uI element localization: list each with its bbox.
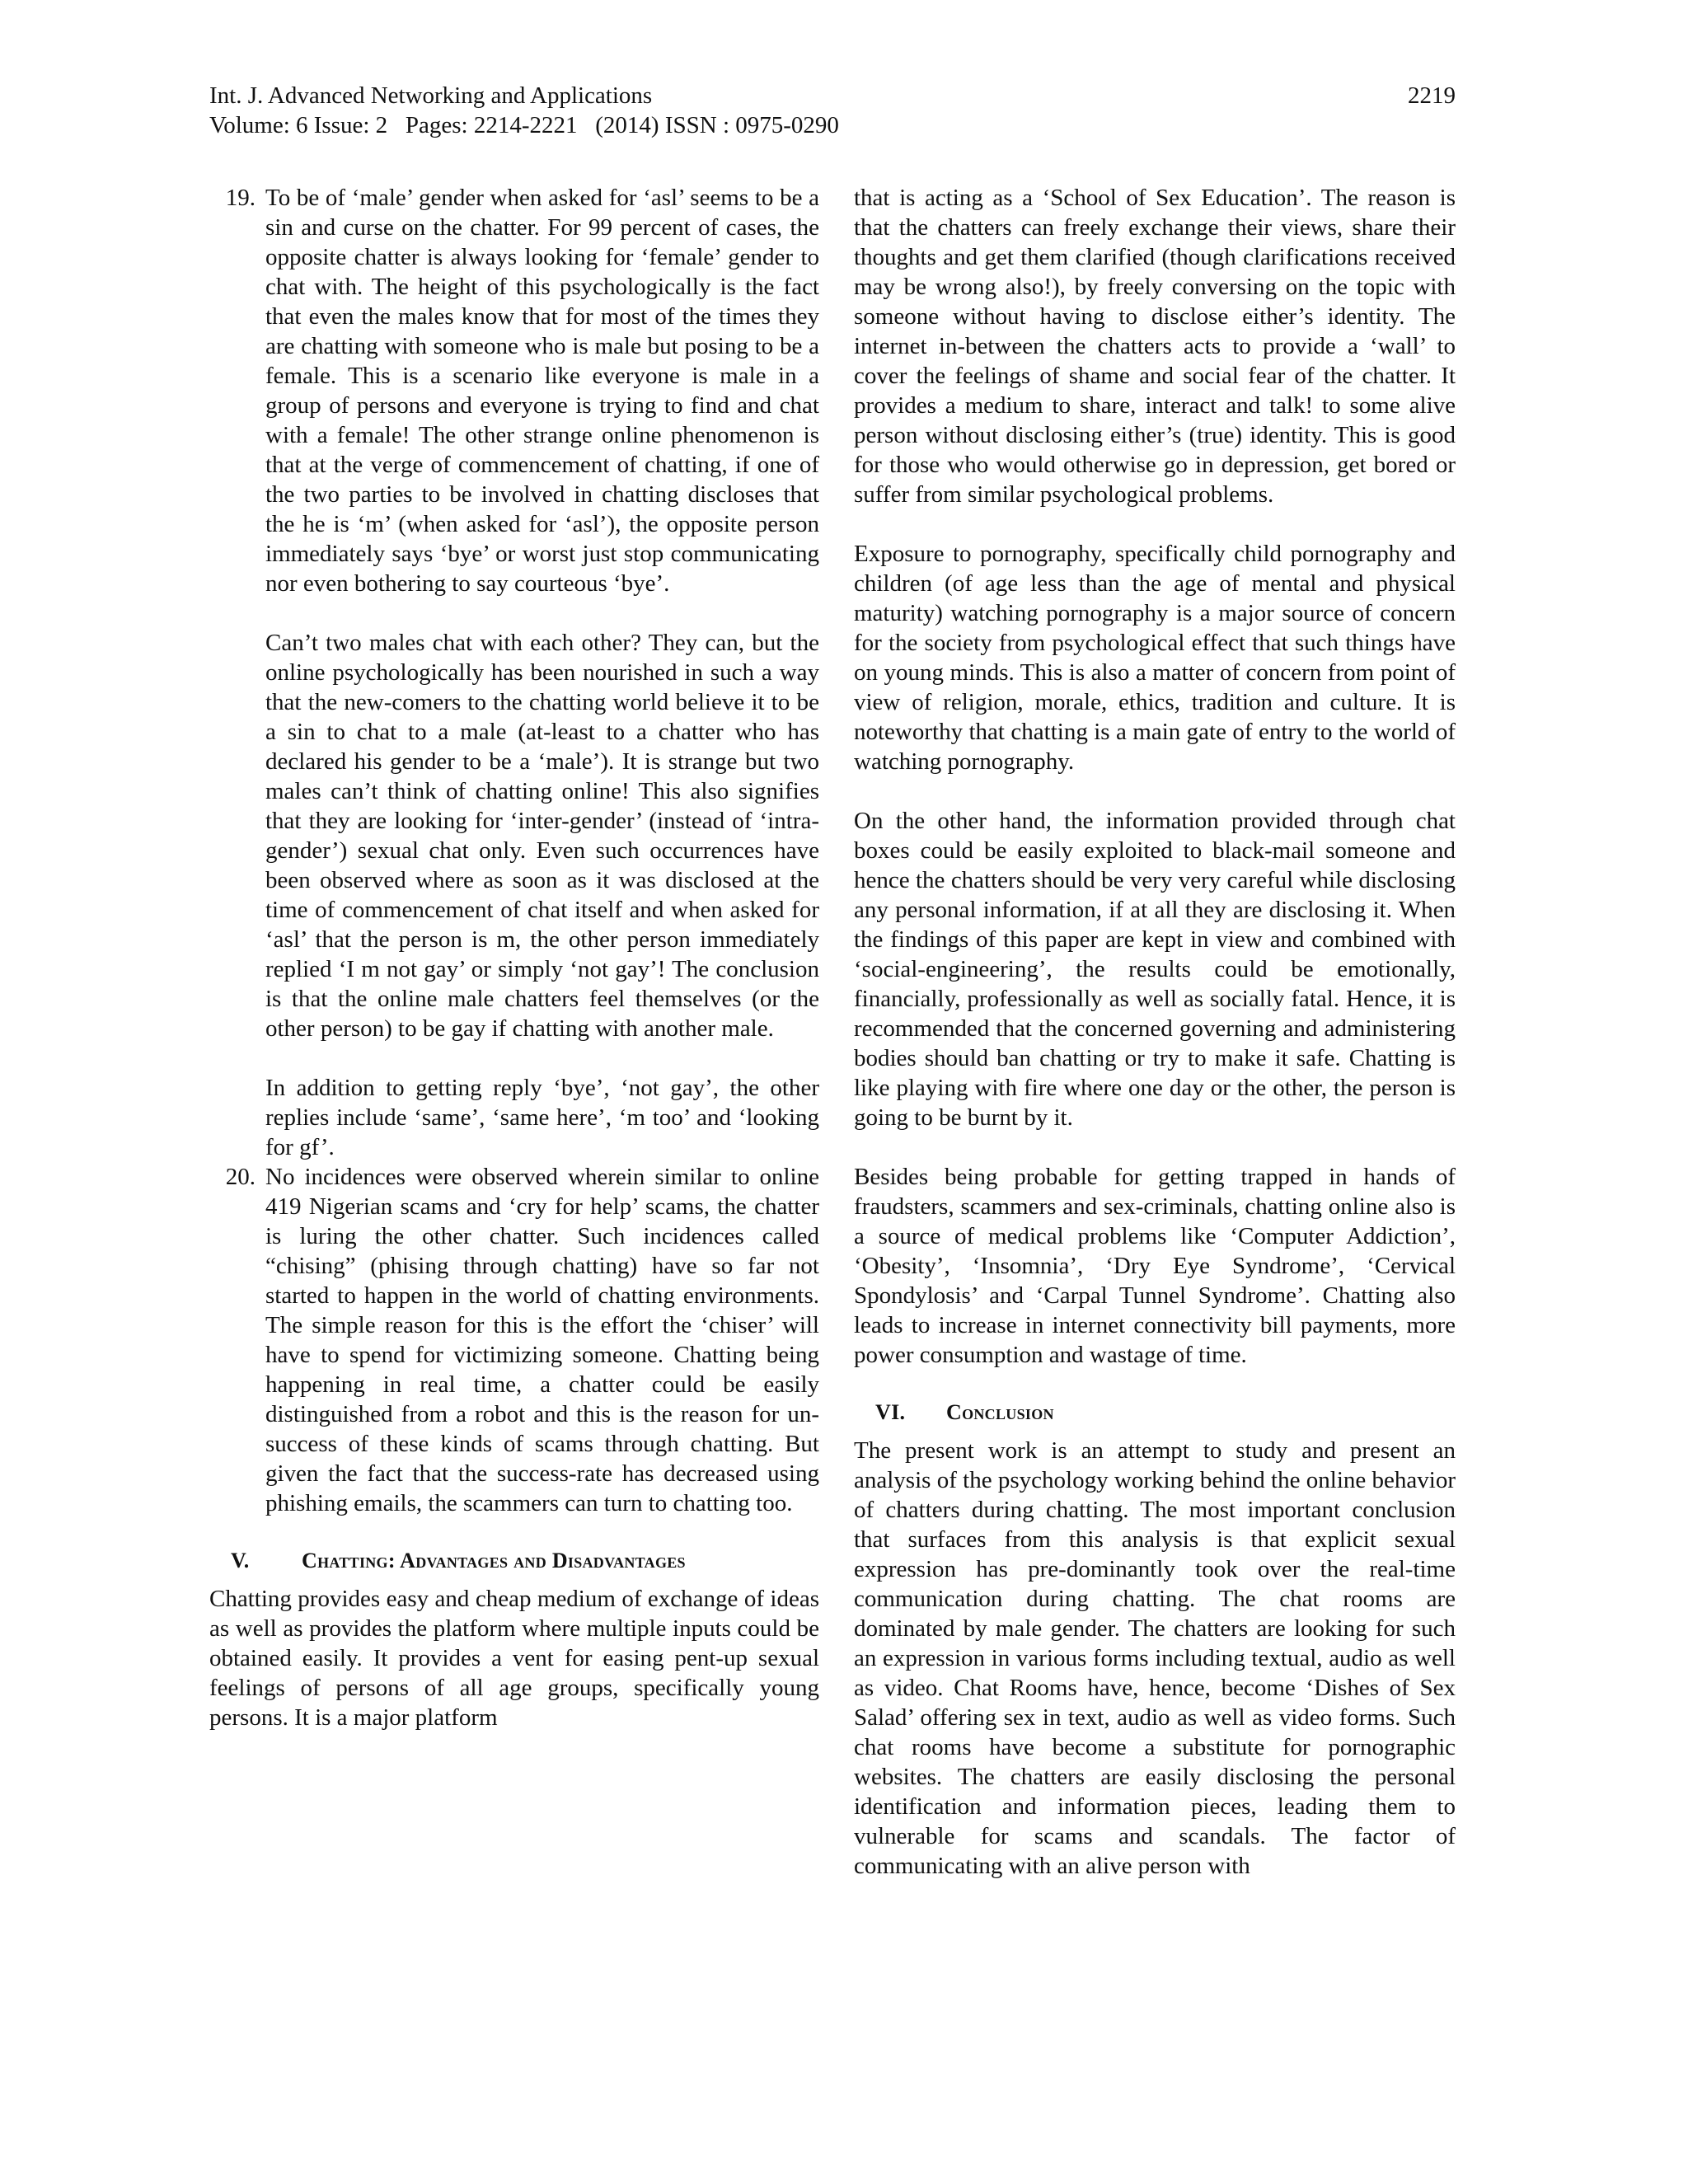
- paragraph: To be of ‘male’ gender when asked for ‘asl’ seems to be a sin and curse on the chatter. For 99 percent of cases, the opposite chatter is always looking for ‘female’ gender to chat with. The height of this psychologically is the fact that even the males know that for most of the times they are chatting with someone who is male but posing to be a female. This is a scenario like everyone is male in a group of persons and everyone is trying to find and chat with a female! The other strange online phenomenon is that at the verge of commencement of chatting, if one of the two parties to be involved in chatting discloses that the he is ‘m’ (when asked for ‘asl’), the opposite person immediately says ‘bye’ or worst just stop communicating nor even bothering to say courteous ‘bye’.: [265, 185, 819, 597]
- section-title: Conclusion: [946, 1400, 1054, 1424]
- paragraph: Can’t two males chat with each other? They can, but the online psychologically has been nourished in such a way that the new-comers to the chatting world believe it to be a sin to chat to a male (at-least to a chatter who has declared his gender to be a ‘male’). It is strange but two males can’t think of chatting online! This also signifies that they are looking for ‘inter-gender’ (instead of ‘intra-gender’) sexual chat only. Even such occurrences have been observed where as soon as it was disclosed at the time of commencement of chat itself and when asked for ‘asl’ that the person is m, the other person immediately replied ‘I m not gay’ or simply ‘not gay’! The conclusion is that the online male chatters feel themselves (or the other person) to be gay if chatting with another male.: [265, 630, 819, 1042]
- section-title: Chatting: Advantages and Disadvantages: [302, 1549, 686, 1572]
- section-number: VI.: [875, 1400, 906, 1424]
- paragraph: Chatting provides easy and cheap medium of exchange of ideas as well as provides the platform where multiple inputs could be obtained easily. It provides a vent for easing pent-up sexual feelings of persons of all age groups, specifically young persons. It is a major platform: [209, 1586, 819, 1731]
- header-line-2: [209, 110, 1456, 140]
- left-column: [209, 183, 819, 1732]
- page-number: 2219: [1408, 82, 1456, 109]
- header-line-1: [209, 81, 1456, 110]
- item-number: 19.: [225, 185, 256, 211]
- item-number: 20.: [225, 1164, 256, 1190]
- item-body: [265, 1162, 819, 1518]
- paragraph: that is acting as a ‘School of Sex Education’. The reason is that the chatters can freely exchange their views, share their thoughts and get them clarified (though clarifications received may be wrong also!), by freely conversing on the topic with someone without having to disclose either’s identity. The internet in-between the chatters acts to provide a ‘wall’ to cover the feelings of shame and social fear of the chatter. It provides a medium to share, interact and talk! to some alive person without disclosing either’s (true) identity. This is good for those who would otherwise go in depression, get bored or suffer from similar psychological problems.: [854, 185, 1456, 508]
- right-column: [854, 183, 1456, 1881]
- volume-info: Volume: 6 Issue: 2 Pages: 2214-2221 (2014) ISSN : 0975-0290: [209, 112, 839, 138]
- list-item-19: [209, 183, 819, 1162]
- journal-title: Int. J. Advanced Networking and Applications: [209, 82, 653, 109]
- paragraph: On the other hand, the information provided through chat boxes could be easily exploited to black-mail someone and hence the chatters should be very very careful while disclosing any personal information, if at all they are disclosing it. When the findings of this paper are kept in view and combined with ‘social-engineering’, the results could be emotionally, financially, professionally as well as socially fatal. Hence, it is recommended that the concerned governing and administering bodies should ban chatting or try to make it safe. Chatting is like playing with fire where one day or the other, the person is going to be burnt by it.: [854, 808, 1456, 1131]
- list-item-20: [209, 1162, 819, 1518]
- paragraph: Exposure to pornography, specifically child pornography and children (of age less than the age of mental and physical maturity) watching pornography is a major source of concern for the society from psychological effect that such things have on young minds. This is also a matter of concern from point of view of religion, morale, ethics, tradition and culture. It is noteworthy that chatting is a main gate of entry to the world of watching pornography.: [854, 541, 1456, 775]
- section-heading-vi: [854, 1398, 1456, 1427]
- paragraph: In addition to getting reply ‘bye’, ‘not gay’, the other replies include ‘same’, ‘same here’, ‘m too’ and ‘looking for gf’.: [265, 1075, 819, 1160]
- paragraph: Besides being probable for getting trapped in hands of fraudsters, scammers and sex-criminals, chatting online also is a source of medical problems like ‘Computer Addiction’, ‘Obesity’, ‘Insomnia’, ‘Dry Eye Syndrome’, ‘Cervical Spondylosis’ and ‘Carpal Tunnel Syndrome’. Chatting also leads to increase in internet connectivity bill payments, more power consumption and wastage of time.: [854, 1164, 1456, 1368]
- paragraph: No incidences were observed wherein similar to online 419 Nigerian scams and ‘cry for help’ scams, the chatter is luring the other chatter. Such incidences called “chising” (phising through chatting) have so far not started to happen in the world of chatting environments. The simple reason for this is the effort the ‘chiser’ will have to spend for victimizing someone. Chatting being happening in real time, a chatter could be easily distinguished from a robot and this is the reason for un-success of these kinds of scams through chatting. But given the fact that the success-rate has decreased using phishing emails, the scammers can turn to chatting too.: [265, 1164, 819, 1516]
- section-number: V.: [231, 1549, 250, 1572]
- paragraph: The present work is an attempt to study and present an analysis of the psychology working behind the online behavior of chatters during chatting. The most important conclusion that surfaces from this analysis is that explicit sexual expression has pre-dominantly took over the real-time communication during chatting. The chat rooms are dominated by male gender. The chatters are looking for such an expression in various forms including textual, audio as well as video. Chat Rooms have, hence, become ‘Dishes of Sex Salad’ offering sex in text, audio as well as video forms. Such chat rooms have become a substitute for pornographic websites. The chatters are easily disclosing the personal identification and information pieces, leading them to vulnerable for scams and scandals. The factor of communicating with an alive person with: [854, 1437, 1456, 1879]
- item-body: [265, 183, 819, 1162]
- running-header: [209, 81, 1456, 140]
- section-heading-v: [209, 1546, 819, 1576]
